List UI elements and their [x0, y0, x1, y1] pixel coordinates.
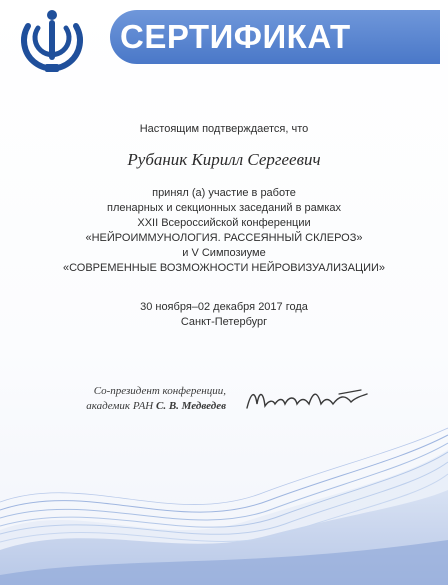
recipient-name: Рубаник Кирилл Сергеевич — [127, 150, 321, 169]
participation-text — [0, 186, 448, 276]
signatory-title: академик РАН — [86, 400, 154, 412]
certificate-header — [0, 0, 448, 80]
participation-line: «СОВРЕМЕННЫЕ ВОЗМОЖНОСТИ НЕЙРОВИЗУАЛИЗАЦИИ» — [62, 262, 386, 274]
signatory-role: Со-президент конференции, — [93, 385, 226, 397]
certificate-title: СЕРТИФИКАТ — [110, 10, 440, 64]
participation-line: XXII Всероссийской конференции — [137, 217, 311, 229]
event-dates: 30 ноября–02 декабря 2017 года — [140, 301, 308, 313]
conference-logo-icon — [18, 6, 86, 78]
event-city: Санкт-Петербург — [180, 316, 268, 328]
signatory-name: С. В. Медведев — [155, 400, 226, 412]
participation-line: принял (а) участие в работе — [152, 187, 296, 199]
participation-line: пленарных и секционных заседаний в рамках — [106, 202, 341, 214]
event-details — [0, 300, 448, 330]
decorative-waves — [0, 410, 448, 585]
participation-line: «НЕЙРОИММУНОЛОГИЯ. РАССЕЯННЫЙ СКЛЕРОЗ» — [85, 232, 363, 244]
participation-line: и V Симпозиуме — [182, 247, 266, 259]
confirm-line: Настоящим подтверждается, что — [139, 123, 309, 135]
